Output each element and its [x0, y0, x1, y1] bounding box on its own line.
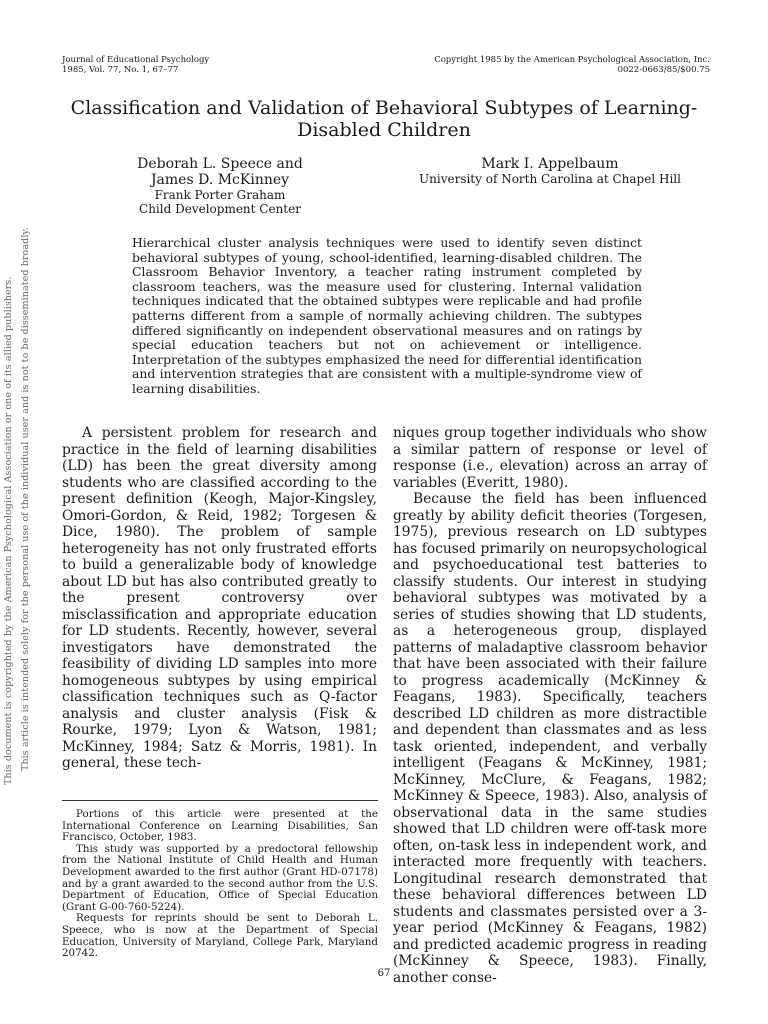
author-speece: Deborah L. Speece and [137, 156, 303, 172]
usage-margin-note: This article is intended solely for the personal use of the individual user and is not to be disseminated broadly. [20, 227, 31, 771]
journal-name: Journal of Educational Psychology [62, 55, 210, 65]
footnote-presentation: Portions of this article were presented at the International Conference on Learning Disabilities, San Francisco, October, 1983. [62, 808, 378, 844]
authors-right [400, 156, 700, 186]
journal-citation [62, 55, 209, 75]
page-number: 67 [377, 968, 391, 979]
affiliation-line-2: Child Development Center [139, 202, 301, 216]
affiliation-line-1: Frank Porter Graham [154, 188, 286, 202]
footnote-divider [62, 800, 378, 801]
body-paragraph: A persistent problem for research and practice in the field of learning disabilities (LD) has been the great diversity among students who are classified according to the present definition (Keogh, Major-Kingsley, Omori-Gordon, & Reid, 1982; Torgesen & Dice, 1980). The problem of sample heterogeneity has not only frustrated efforts to build a generalizable body of knowledge about LD but has also contributed greatly to the present controversy over misclassification and appropriate education for LD students. Recently, however, several investigators have demonstrated the feasibility of dividing LD samples into more homogeneous subtypes by using empirical classification techniques such as Q-factor analysis and cluster analysis (Fisk & Rourke, 1979; Lyon & Watson, 1981; McKinney, 1984; Satz & Morris, 1981). In general, these tech- [62, 425, 377, 771]
body-column-right [393, 425, 707, 986]
affiliation-unc: University of North Carolina at Chapel Hill [419, 172, 681, 186]
footnote-reprints: Requests for reprints should be sent to Deborah L. Speece, who is now at the Department of Special Education, University of Maryland, College Park, Maryland 20742. [62, 912, 378, 960]
article-title: Classification and Validation of Behavioral Subtypes of Learning-Disabled Children [70, 97, 698, 141]
authors-left [110, 156, 330, 216]
footnotes [62, 809, 378, 960]
issn-code: 0022-0663/85/$00.75 [617, 65, 710, 75]
footnote-funding: This study was supported by a predoctoral fellowship from the National Institute of Child Health and Human Development awarded to the first author (Grant HD-07178) and by a grant awarded to the second author from the U.S. Department of Education, Office of Special Education (Grant G-00-760-5224). [62, 842, 378, 913]
copyright-notice [434, 55, 710, 75]
copyright-margin-note: This document is copyrighted by the American Psychological Association or one of its allied publishers. [3, 276, 14, 785]
body-column-left [62, 425, 377, 772]
copyright-line: Copyright 1985 by the American Psychological Association, Inc. [434, 55, 710, 65]
author-mckinney: James D. McKinney [150, 172, 290, 188]
abstract: Hierarchical cluster analysis techniques were used to identify seven distinct behavioral subtypes of young, school-identified, learning-disabled children. The Classroom Behavior Inventory, a teacher rating instrument completed by classroom teachers, was the measure used for clustering. Internal validation techniques indicated that the obtained subtypes were replicable and had profile patterns different from a sample of normally achieving children. The subtypes differed significantly on independent observational measures and on ratings by special education teachers but not on achievement or intelligence. Interpretation of the subtypes emphasized the need for differential identification and intervention strategies that are consistent with a multiple-syndrome view of learning disabilities. [132, 235, 642, 396]
body-paragraph: Because the field has been influenced greatly by ability deficit theories (Torgesen, 1975), previous research on LD subtypes has focused primarily on neuropsychological and psychoeducational test batteries to classify students. Our interest in studying behavioral subtypes was motivated by a series of studies showing that LD students, as a heterogeneous group, displayed patterns of maladaptive classroom behavior that have been associated with their failure to progress academically (McKinney & Feagans, 1983). Specifically, teachers described LD children as more distractible and dependent than classmates and as less task oriented, independent, and verbally intelligent (Feagans & McKinney, 1981; McKinney, McClure, & Feagans, 1982; McKinney & Speece, 1983). Also, analysis of observational data in the same studies showed that LD children were off-task more often, on-task less in independent work, and interacted more frequently with teachers. Longitudinal research demonstrated that these behavioral differences between LD students and classmates persisted over a 3-year period (McKinney & Feagans, 1982) and predicted academic progress in reading (McKinney & Speece, 1983). Finally, another conse- [393, 491, 707, 986]
body-paragraph-continued: niques group together individuals who show a similar pattern of response or level of response (i.e., elevation) across an array of variables (Everitt, 1980). [393, 425, 707, 491]
journal-volume: 1985, Vol. 77, No. 1, 67–77 [62, 65, 179, 75]
author-appelbaum: Mark I. Appelbaum [481, 156, 619, 172]
